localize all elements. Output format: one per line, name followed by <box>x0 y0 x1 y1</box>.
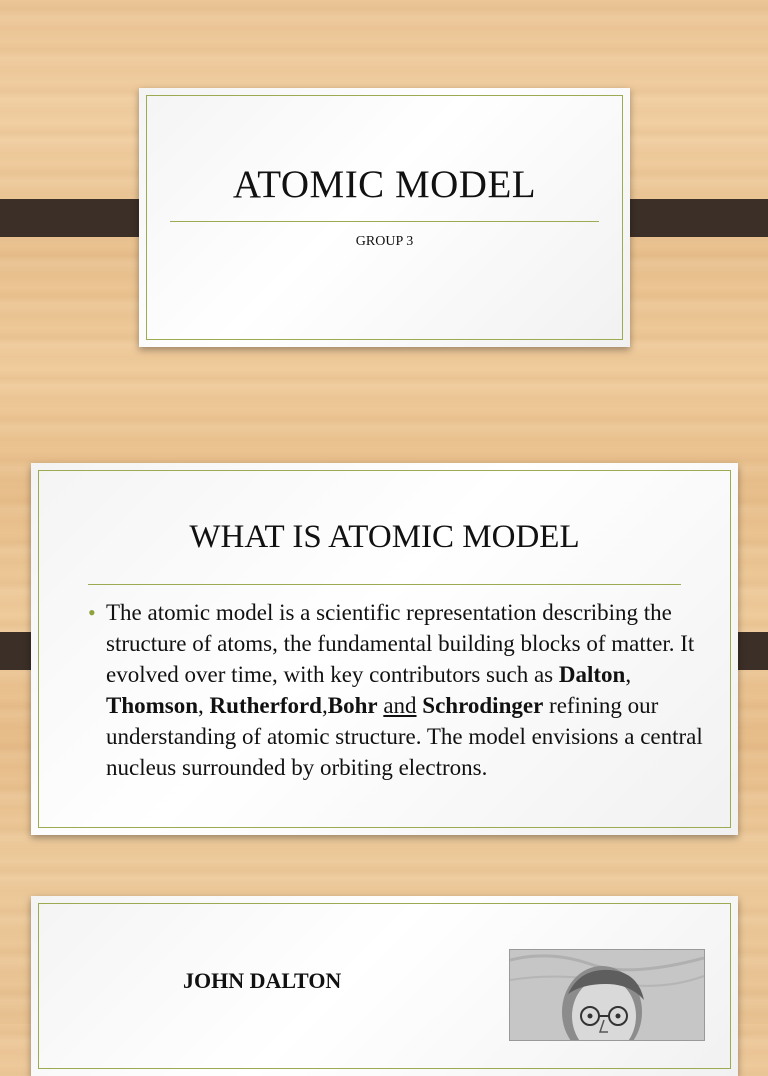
name-bohr: Bohr <box>327 693 378 718</box>
portrait-image <box>509 949 705 1041</box>
bullet-dot-icon: • <box>88 600 96 625</box>
right-tab-1 <box>612 199 768 237</box>
slide-subtitle: GROUP 3 <box>355 234 414 249</box>
slide-title: ATOMIC MODEL <box>232 163 537 206</box>
separator: , <box>625 662 632 687</box>
slide-title: WHAT IS ATOMIC MODEL <box>189 519 580 555</box>
bullet-paragraph <box>88 597 706 783</box>
title-rule <box>170 221 599 222</box>
slide-frame <box>146 95 623 340</box>
word-and: and <box>383 693 417 718</box>
bullet-text-part2: refining our understanding of atomic structure. The model envisions a central nucleus surrounded by orbiting electrons. <box>106 693 703 780</box>
name-thomson: Thomson <box>106 693 199 718</box>
bullet-text-part1: The atomic model is a scientific representation describing the structure of atoms, the fundamental building blocks of matter. It evolved over time, with key contributors such as <box>106 600 695 687</box>
title-slide <box>139 88 630 347</box>
dalton-slide <box>31 896 738 1076</box>
definition-slide <box>31 463 738 835</box>
title-rule <box>88 584 681 585</box>
name-rutherford: Rutherford <box>209 693 322 718</box>
slide-title: JOHN DALTON <box>183 968 342 993</box>
left-tab-1 <box>0 199 156 237</box>
separator: , <box>198 693 210 718</box>
separator: , <box>321 693 328 718</box>
portrait-engraving-icon <box>510 950 704 1040</box>
name-schrodinger: Schrodinger <box>422 693 544 718</box>
name-dalton: Dalton <box>558 662 626 687</box>
